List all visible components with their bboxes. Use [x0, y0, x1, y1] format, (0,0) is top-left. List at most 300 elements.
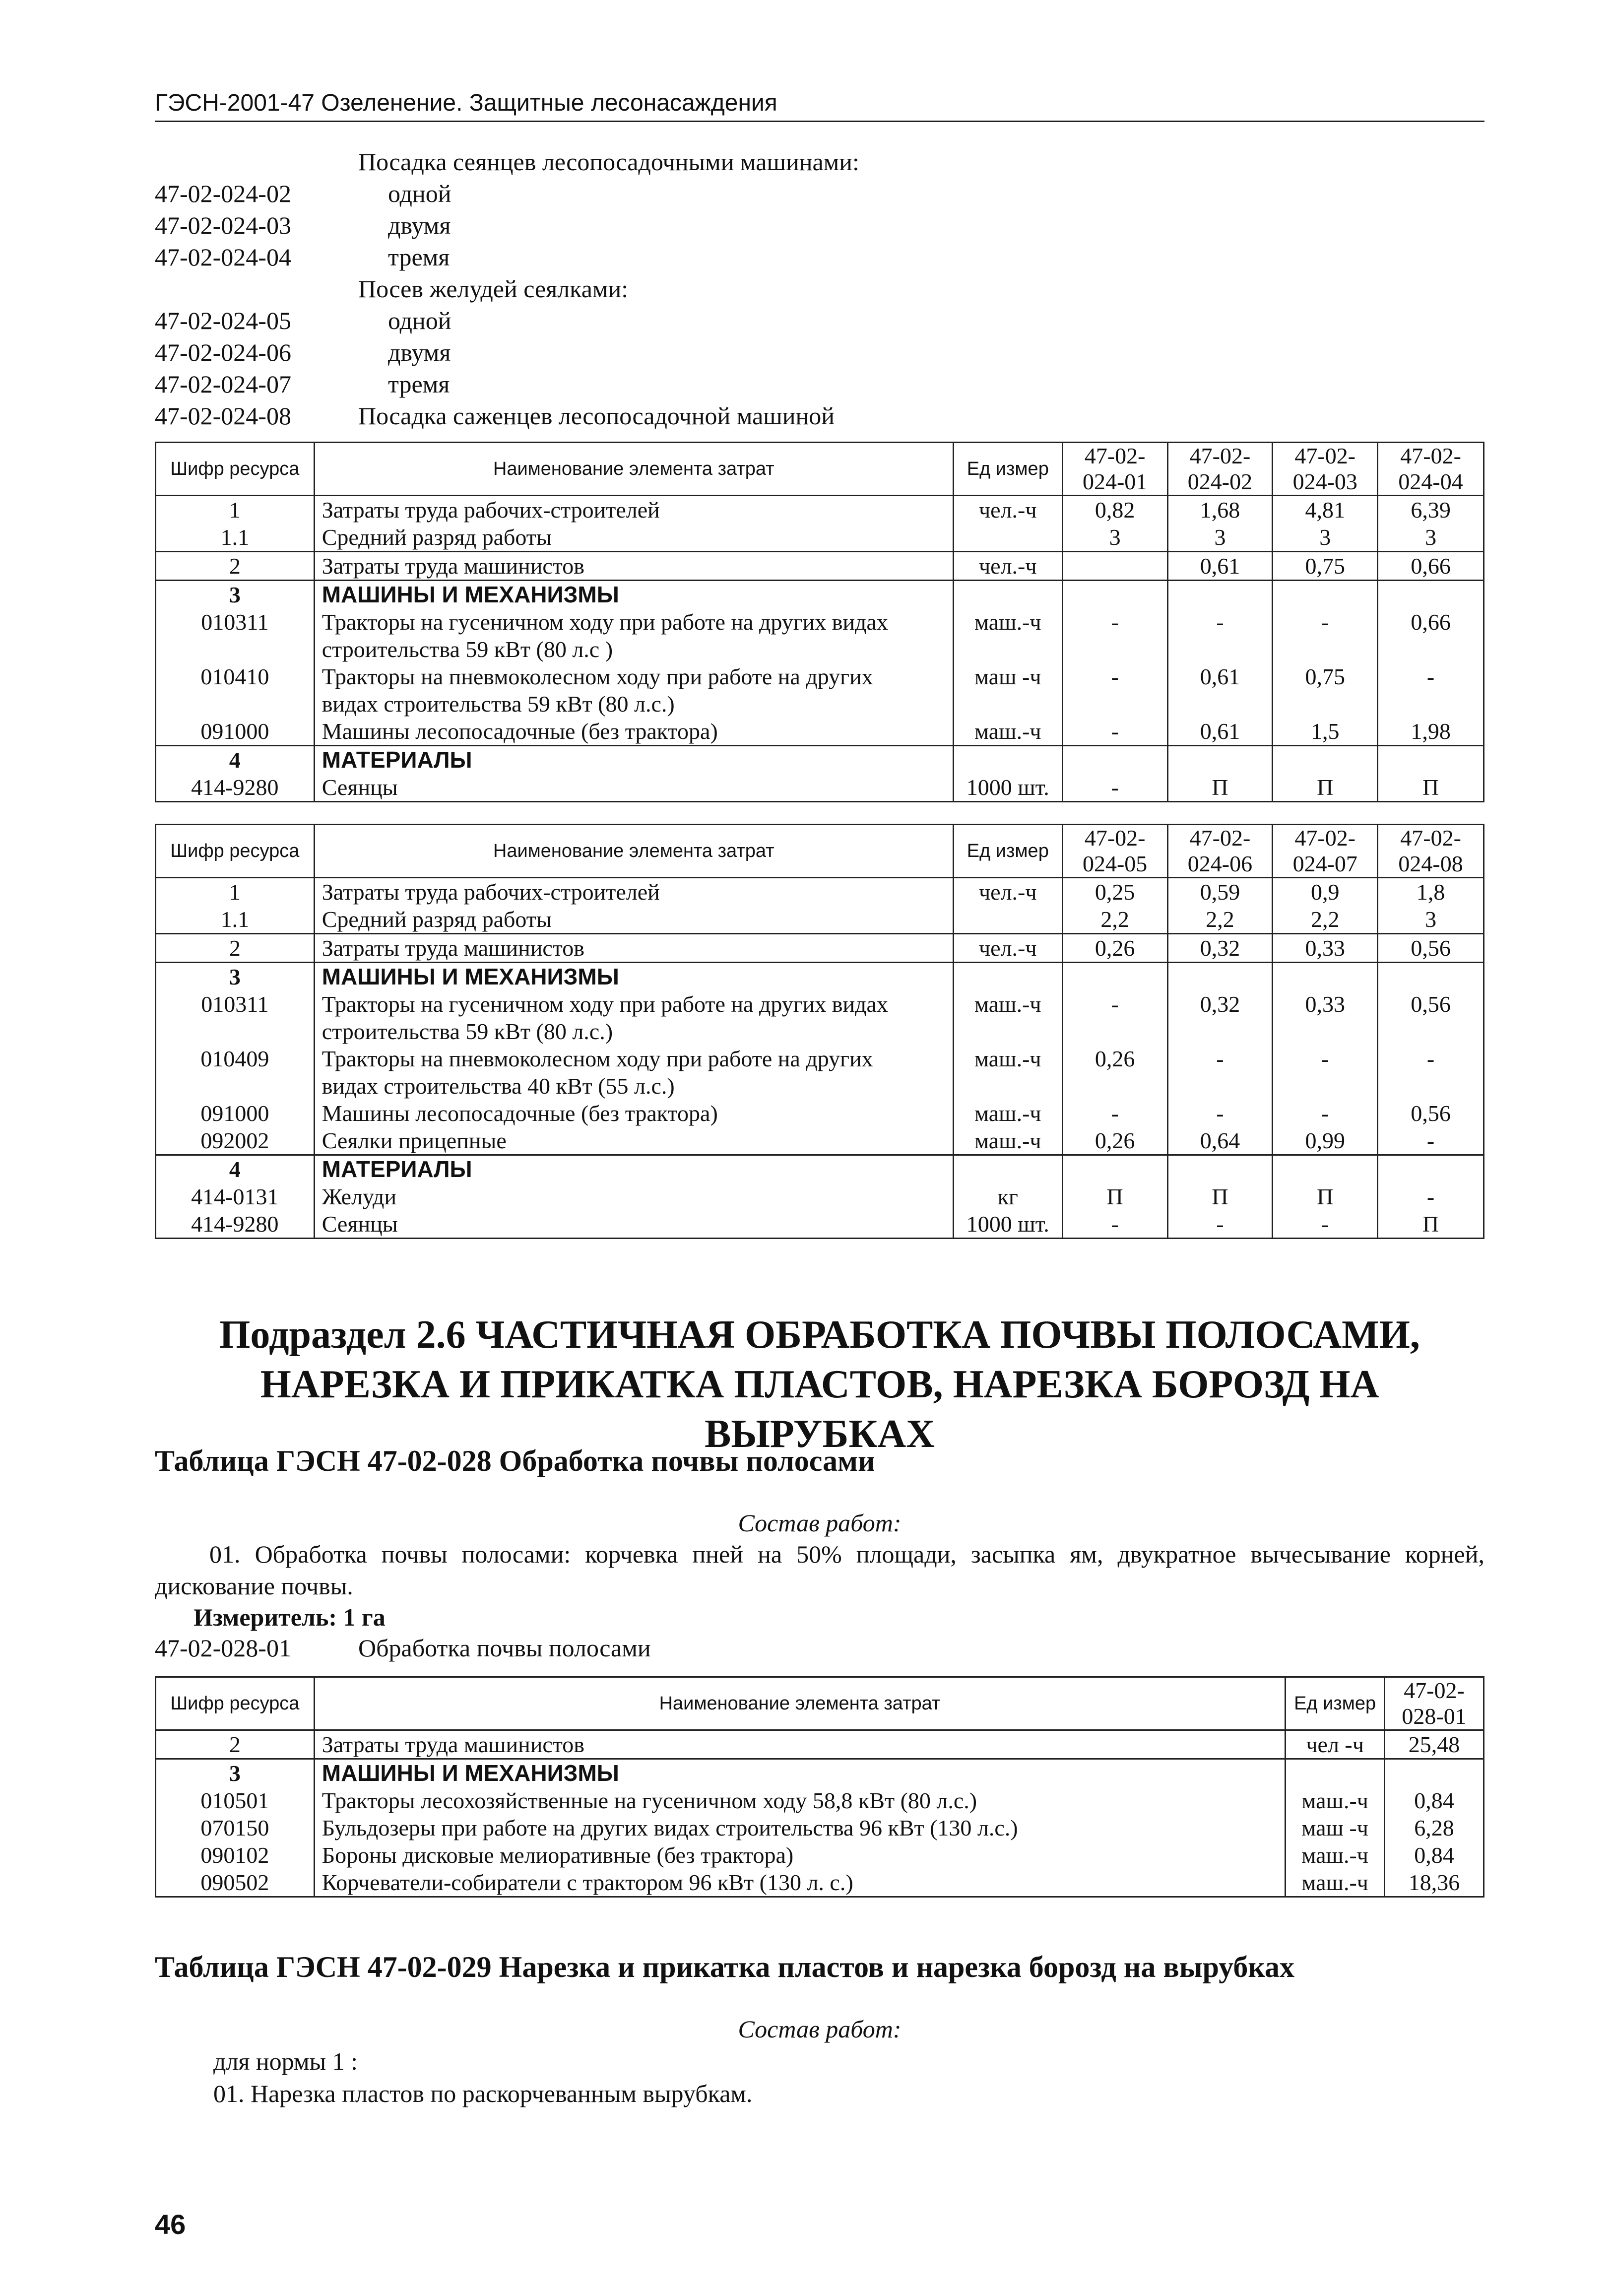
- resource-unit: маш.-ч: [1286, 1841, 1385, 1869]
- table-row: [156, 1210, 1484, 1239]
- norm-value: 0,61: [1167, 718, 1273, 746]
- header-name: Наименование элемента затрат: [314, 1677, 1285, 1730]
- header-code: Шифр ресурса: [156, 443, 315, 496]
- norm-code: 47-02-024-05: [155, 307, 291, 334]
- norm-value: П: [1378, 774, 1484, 802]
- table-028-title: Таблица ГЭСН 47-02-028 Обработка почвы полосами: [155, 1444, 875, 1477]
- norm-value: [1273, 581, 1378, 609]
- resource-name: [314, 1127, 953, 1155]
- resource-code: 4: [156, 1155, 315, 1183]
- norm-value: 1,5: [1273, 718, 1378, 746]
- norm-value: 0,26: [1062, 934, 1167, 963]
- header-norm-line: 47-02-: [1400, 443, 1461, 468]
- resource-unit: маш.-ч: [953, 990, 1062, 1045]
- resource-name: [314, 1841, 1285, 1869]
- resource-name: [314, 934, 953, 963]
- resource-name: [314, 774, 953, 802]
- norm-value: 0,26: [1062, 1127, 1167, 1155]
- resource-unit: маш -ч: [953, 663, 1062, 718]
- resource-name-line: Сеянцы: [322, 775, 398, 800]
- measure-line: Измеритель: 1 га: [193, 1603, 386, 1631]
- resource-code: 091000: [156, 1100, 315, 1127]
- norm-value: 0,56: [1378, 934, 1484, 963]
- header-norm-line: 47-02-: [1189, 443, 1251, 468]
- resource-name-line: Затраты труда машинистов: [322, 1732, 585, 1757]
- header-norm-column: [1062, 825, 1167, 878]
- norm-description: тремя: [388, 370, 450, 398]
- resource-table-024-01-04: [155, 442, 1484, 802]
- code-list-line: [155, 209, 1484, 241]
- norm-value: [1273, 1155, 1378, 1183]
- header-norm-line: 47-02-: [1084, 443, 1146, 468]
- header-name: Наименование элемента затрат: [314, 825, 953, 878]
- norm-value: П: [1167, 1183, 1273, 1210]
- table-row: [156, 663, 1484, 718]
- header-norm-line: 024-05: [1082, 851, 1148, 876]
- resource-name: [314, 1100, 953, 1127]
- resource-name-line: Машины лесопосадочные (без трактора): [322, 719, 718, 744]
- table-row: [156, 1814, 1484, 1841]
- norm-value: 1,98: [1378, 718, 1484, 746]
- running-header: ГЭСН-2001-47 Озеленение. Защитные лесонасаждения: [155, 89, 1484, 122]
- resource-table-024-05-08: [155, 824, 1484, 1239]
- norm-value: 0,61: [1167, 552, 1273, 581]
- table-row: [156, 934, 1484, 963]
- resource-name-line: Затраты труда машинистов: [322, 553, 584, 579]
- resource-code: 3: [156, 963, 315, 991]
- norm-value: 0,59: [1167, 878, 1273, 906]
- code-list-line: [155, 146, 1484, 178]
- subsection-title-line: НАРЕЗКА И ПРИКАТКА ПЛАСТОВ, НАРЕЗКА БОРОЗД НА ВЫРУБКАХ: [260, 1363, 1379, 1456]
- norm-value: 0,84: [1385, 1787, 1484, 1814]
- header-code: Шифр ресурса: [156, 825, 315, 878]
- resource-code: 2: [156, 1730, 315, 1759]
- norm-value: -: [1273, 1045, 1378, 1100]
- code-list-line: [155, 336, 1484, 368]
- norm-value: 0,99: [1273, 1127, 1378, 1155]
- norm-value: [1062, 581, 1167, 609]
- norm-value: 0,75: [1273, 552, 1378, 581]
- norm-value: [1378, 963, 1484, 991]
- norm-value: 4,81: [1273, 496, 1378, 524]
- header-norm-line: 024-01: [1082, 469, 1148, 494]
- header-norm-column: [1167, 443, 1273, 496]
- table-row: [156, 718, 1484, 746]
- table-row: [156, 581, 1484, 609]
- table-row: [156, 608, 1484, 663]
- resource-unit: маш.-ч: [953, 1127, 1062, 1155]
- norm-code-list: [155, 146, 1484, 432]
- norm-value: 0,32: [1167, 990, 1273, 1045]
- norm-value: -: [1062, 608, 1167, 663]
- resource-unit: чел.-ч: [953, 878, 1062, 906]
- resource-name: [314, 1759, 1285, 1787]
- table-row: [156, 524, 1484, 552]
- header-norm-line: 024-03: [1292, 469, 1357, 494]
- norm-value: 18,36: [1385, 1869, 1484, 1897]
- norm-value: 0,32: [1167, 934, 1273, 963]
- norm-value: 0,33: [1273, 934, 1378, 963]
- resource-code: 414-9280: [156, 1210, 315, 1239]
- resource-name: [314, 1045, 953, 1100]
- norm-value: [1167, 963, 1273, 991]
- resource-unit: чел.-ч: [953, 934, 1062, 963]
- header-norm-column: [1385, 1677, 1484, 1730]
- resource-name-line: Затраты труда машинистов: [322, 935, 584, 961]
- norm-description: тремя: [388, 243, 450, 271]
- norm-value: -: [1167, 608, 1273, 663]
- resource-name: [314, 1183, 953, 1210]
- norm-value: -: [1167, 1100, 1273, 1127]
- resource-name-line: Сеянцы: [322, 1211, 398, 1237]
- norm-value: 2,2: [1062, 906, 1167, 934]
- resource-name: [314, 496, 953, 524]
- norm-description: двумя: [388, 338, 451, 366]
- resource-code: 010410: [156, 663, 315, 718]
- header-norm-line: 024-06: [1187, 851, 1253, 876]
- header-norm-column: [1167, 825, 1273, 878]
- resource-name: [314, 1814, 1285, 1841]
- norm-value: 0,66: [1378, 552, 1484, 581]
- norm-value: 0,66: [1378, 608, 1484, 663]
- resource-code: 2: [156, 934, 315, 963]
- norm-value: -: [1167, 1045, 1273, 1100]
- resource-name-line: Затраты труда рабочих-строителей: [322, 497, 660, 523]
- norm-value: [1062, 1155, 1167, 1183]
- header-norm-column: [1273, 443, 1378, 496]
- norm-description: одной: [388, 180, 451, 207]
- norm-value: [1167, 581, 1273, 609]
- header-norm-line: 47-02-: [1084, 825, 1146, 851]
- code-list-line: [155, 305, 1484, 336]
- resource-code: 3: [156, 581, 315, 609]
- norm-value: [1062, 552, 1167, 581]
- norm-value: П: [1273, 1183, 1378, 1210]
- norm-value: -: [1273, 1100, 1378, 1127]
- resource-unit: маш.-ч: [953, 718, 1062, 746]
- header-unit: Ед измер: [953, 443, 1062, 496]
- resource-unit: [953, 746, 1062, 774]
- norm-value: 0,26: [1062, 1045, 1167, 1100]
- header-norm-line: 47-02-: [1189, 825, 1251, 851]
- resource-unit: 1000 шт.: [953, 1210, 1062, 1239]
- norm-value: 1,68: [1167, 496, 1273, 524]
- resource-unit: [953, 963, 1062, 991]
- norm-code: 47-02-024-02: [155, 180, 291, 207]
- table-row: [156, 552, 1484, 581]
- header-norm-column: [1378, 443, 1484, 496]
- norm-value: -: [1273, 1210, 1378, 1239]
- resource-name-line: МАТЕРИАЛЫ: [322, 747, 472, 773]
- norm-description: Обработка почвы полосами: [358, 1634, 651, 1662]
- norm-value: 6,39: [1378, 496, 1484, 524]
- header-norm-line: 024-02: [1187, 469, 1253, 494]
- norm-value: П: [1167, 774, 1273, 802]
- resource-name-line: МАШИНЫ И МЕХАНИЗМЫ: [322, 1760, 619, 1786]
- norm-value: 3: [1167, 524, 1273, 552]
- resource-name: [314, 1155, 953, 1183]
- resource-unit: чел.-ч: [953, 552, 1062, 581]
- header-norm-line: 028-01: [1402, 1704, 1467, 1729]
- table-row: [156, 774, 1484, 802]
- subsection-title-line: Подраздел 2.6 ЧАСТИЧНАЯ ОБРАБОТКА ПОЧВЫ ПОЛОСАМИ,: [219, 1313, 1420, 1357]
- norm-value: -: [1378, 1183, 1484, 1210]
- resource-name: [314, 524, 953, 552]
- resource-name-line: Средний разряд работы: [322, 907, 552, 932]
- norm-code: 47-02-024-04: [155, 243, 291, 271]
- norm-value: -: [1062, 1210, 1167, 1239]
- resource-code: 092002: [156, 1127, 315, 1155]
- table-row: [156, 746, 1484, 774]
- resource-name-line: Средний разряд работы: [322, 525, 552, 550]
- norm-description: одной: [388, 307, 451, 334]
- resource-name-line: строительства 59 кВт (80 л.с.): [322, 1019, 613, 1044]
- resource-unit: [953, 524, 1062, 552]
- norm-value: 0,33: [1273, 990, 1378, 1045]
- norm-value: [1378, 1155, 1484, 1183]
- resource-unit: [953, 1155, 1062, 1183]
- table-row: [156, 906, 1484, 934]
- header-code: Шифр ресурса: [156, 1677, 315, 1730]
- resource-code: 090502: [156, 1869, 315, 1897]
- norm-value: П: [1273, 774, 1378, 802]
- norm-value: -: [1273, 608, 1378, 663]
- resource-unit: маш.-ч: [953, 1100, 1062, 1127]
- resource-unit: 1000 шт.: [953, 774, 1062, 802]
- header-norm-line: 47-02-: [1294, 443, 1356, 468]
- resource-name-line: Бульдозеры при работе на других видах строительства 96 кВт (130 л.с.): [322, 1815, 1018, 1840]
- header-unit: Ед измер: [953, 825, 1062, 878]
- header-norm-line: 47-02-: [1404, 1678, 1465, 1703]
- table-row: [156, 1759, 1484, 1787]
- resource-name: [314, 1787, 1285, 1814]
- table-row: [156, 963, 1484, 991]
- resource-name-line: Тракторы лесохозяйственные на гусеничном ходу 58,8 кВт (80 л.с.): [322, 1788, 977, 1813]
- resource-name: [314, 963, 953, 991]
- work-composition-label: Состав работ:: [738, 1509, 902, 1537]
- header-norm-line: 47-02-: [1294, 825, 1356, 851]
- norm-value: -: [1062, 990, 1167, 1045]
- header-norm-column: [1273, 825, 1378, 878]
- norm-value: -: [1378, 1045, 1484, 1100]
- norm-note: для нормы 1 :: [213, 2047, 358, 2075]
- norm-value: 6,28: [1385, 1814, 1484, 1841]
- table-row: [156, 1155, 1484, 1183]
- work-composition-label: Состав работ:: [738, 2015, 902, 2043]
- resource-name: [314, 746, 953, 774]
- resource-unit: маш.-ч: [1286, 1787, 1385, 1814]
- resource-name: [314, 878, 953, 906]
- table-row: [156, 1841, 1484, 1869]
- norm-code: 47-02-028-01: [155, 1634, 291, 1662]
- resource-name: [314, 718, 953, 746]
- header-norm-line: 47-02-: [1400, 825, 1461, 851]
- header-name: Наименование элемента затрат: [314, 443, 953, 496]
- norm-value: [1167, 1155, 1273, 1183]
- resource-name-line: видах строительства 59 кВт (80 л.с.): [322, 691, 675, 717]
- norm-value: 3: [1062, 524, 1167, 552]
- header-norm-line: 024-07: [1292, 851, 1357, 876]
- norm-value: [1273, 963, 1378, 991]
- resource-code: 3: [156, 1759, 315, 1787]
- resource-code: 414-0131: [156, 1183, 315, 1210]
- resource-name-line: Затраты труда рабочих-строителей: [322, 879, 660, 905]
- header-norm-column: [1378, 825, 1484, 878]
- norm-description: Посев желудей сеялками:: [358, 275, 629, 303]
- norm-value: -: [1167, 1210, 1273, 1239]
- code-list-line: [155, 368, 1484, 400]
- norm-value: 3: [1378, 524, 1484, 552]
- norm-value: [1273, 746, 1378, 774]
- norm-value: 0,61: [1167, 663, 1273, 718]
- resource-code: 010501: [156, 1787, 315, 1814]
- table-row: [156, 1127, 1484, 1155]
- table-row: [156, 990, 1484, 1045]
- norm-value: 0,84: [1385, 1841, 1484, 1869]
- table-row: [156, 1183, 1484, 1210]
- resource-unit: маш.-ч: [1286, 1869, 1385, 1897]
- resource-code: 070150: [156, 1814, 315, 1841]
- work-composition-text: 01. Нарезка пластов по раскорчеванным вырубкам.: [213, 2080, 753, 2107]
- resource-code: 010409: [156, 1045, 315, 1100]
- resource-name-line: МАТЕРИАЛЫ: [322, 1156, 472, 1182]
- norm-description: Посадка саженцев лесопосадочной машиной: [358, 402, 835, 430]
- table-header-row: [156, 825, 1484, 878]
- norm-value: -: [1062, 718, 1167, 746]
- norm-value: 2,2: [1167, 906, 1273, 934]
- resource-unit: маш -ч: [1286, 1814, 1385, 1841]
- code-list-line: [155, 400, 1484, 432]
- table-029-title: Таблица ГЭСН 47-02-029 Нарезка и прикатка пластов и нарезка борозд на вырубках: [155, 1951, 1295, 1983]
- norm-value: [1167, 746, 1273, 774]
- resource-name-line: МАШИНЫ И МЕХАНИЗМЫ: [322, 582, 619, 607]
- resource-name: [314, 663, 953, 718]
- norm-value: 2,2: [1273, 906, 1378, 934]
- norm-value: [1378, 746, 1484, 774]
- resource-name-line: видах строительства 40 кВт (55 л.с.): [322, 1073, 675, 1099]
- resource-name-line: Корчеватели-собиратели с трактором 96 кВт (130 л. с.): [322, 1870, 853, 1895]
- resource-unit: маш.-ч: [953, 1045, 1062, 1100]
- resource-unit: маш.-ч: [953, 608, 1062, 663]
- table-row: [156, 1787, 1484, 1814]
- header-norm-line: 024-04: [1398, 469, 1463, 494]
- norm-description: Посадка сеянцев лесопосадочными машинами:: [358, 148, 859, 176]
- resource-name: [314, 1730, 1285, 1759]
- resource-code: 091000: [156, 718, 315, 746]
- resource-unit: чел.-ч: [953, 496, 1062, 524]
- code-list-line: [155, 273, 1484, 305]
- resource-table-028: [155, 1676, 1484, 1898]
- norm-value: 3: [1273, 524, 1378, 552]
- resource-unit: кг: [953, 1183, 1062, 1210]
- header-norm-line: 024-08: [1398, 851, 1463, 876]
- norm-value: 25,48: [1385, 1730, 1484, 1759]
- resource-code: 2: [156, 552, 315, 581]
- table-row: [156, 1045, 1484, 1100]
- subsection-title: [155, 1310, 1484, 1459]
- table-row: [156, 1730, 1484, 1759]
- norm-code: 47-02-024-03: [155, 211, 291, 239]
- resource-name-line: Тракторы на пневмоколесном ходу при работе на других: [322, 664, 873, 689]
- resource-name: [314, 552, 953, 581]
- resource-name: [314, 990, 953, 1045]
- resource-name: [314, 1210, 953, 1239]
- norm-value: [1062, 746, 1167, 774]
- norm-code: 47-02-024-08: [155, 402, 291, 430]
- resource-unit: [953, 906, 1062, 934]
- resource-unit: [1286, 1759, 1385, 1787]
- resource-name-line: строительства 59 кВт (80 л.с ): [322, 637, 613, 662]
- norm-value: 0,56: [1378, 1100, 1484, 1127]
- resource-code: 1: [156, 878, 315, 906]
- resource-name-line: Желуди: [322, 1184, 397, 1209]
- norm-value: -: [1062, 663, 1167, 718]
- resource-name: [314, 608, 953, 663]
- table-row: [156, 878, 1484, 906]
- resource-code: 010311: [156, 990, 315, 1045]
- norm-value: -: [1062, 1100, 1167, 1127]
- resource-code: 1: [156, 496, 315, 524]
- norm-value: 1,8: [1378, 878, 1484, 906]
- table-header-row: [156, 1677, 1484, 1730]
- table-row: [156, 496, 1484, 524]
- resource-name: [314, 906, 953, 934]
- header-unit: Ед измер: [1286, 1677, 1385, 1730]
- resource-name-line: МАШИНЫ И МЕХАНИЗМЫ: [322, 964, 619, 989]
- resource-code: 414-9280: [156, 774, 315, 802]
- norm-value: -: [1062, 774, 1167, 802]
- norm-value: П: [1062, 1183, 1167, 1210]
- resource-name-line: Тракторы на гусеничном ходу при работе на других видах: [322, 609, 888, 635]
- table-row: [156, 1100, 1484, 1127]
- resource-code: 010311: [156, 608, 315, 663]
- norm-value: [1385, 1759, 1484, 1787]
- resource-name-line: Бороны дисковые мелиоративные (без трактора): [322, 1842, 794, 1868]
- norm-value: 0,56: [1378, 990, 1484, 1045]
- resource-name-line: Сеялки прицепные: [322, 1128, 507, 1153]
- resource-name-line: Тракторы на пневмоколесном ходу при работе на других: [322, 1046, 873, 1071]
- work-composition-text: 01. Обработка почвы полосами: корчевка пней на 50% площади, засыпка ям, двукратное вычесывание корней, дискование почвы.: [155, 1540, 1484, 1600]
- norm-value: 0,25: [1062, 878, 1167, 906]
- norm-code: 47-02-024-06: [155, 338, 291, 366]
- code-list-line: [155, 241, 1484, 273]
- resource-unit: [953, 581, 1062, 609]
- table-row: [156, 1869, 1484, 1897]
- page-number: 46: [155, 2209, 186, 2240]
- norm-value: 0,75: [1273, 663, 1378, 718]
- resource-code: 1.1: [156, 906, 315, 934]
- norm-value: -: [1378, 663, 1484, 718]
- resource-code: 4: [156, 746, 315, 774]
- norm-code: 47-02-024-07: [155, 370, 291, 398]
- header-norm-column: [1062, 443, 1167, 496]
- code-list-line: [155, 178, 1484, 209]
- norm-value: [1062, 963, 1167, 991]
- resource-name-line: Тракторы на гусеничном ходу при работе на других видах: [322, 991, 888, 1017]
- norm-value: [1378, 581, 1484, 609]
- resource-code: 1.1: [156, 524, 315, 552]
- norm-value: 0,64: [1167, 1127, 1273, 1155]
- norm-value: П: [1378, 1210, 1484, 1239]
- resource-code: 090102: [156, 1841, 315, 1869]
- table-header-row: [156, 443, 1484, 496]
- norm-value: 0,9: [1273, 878, 1378, 906]
- resource-name: [314, 581, 953, 609]
- norm-description: двумя: [388, 211, 451, 239]
- resource-name: [314, 1869, 1285, 1897]
- norm-value: -: [1378, 1127, 1484, 1155]
- norm-value: 0,82: [1062, 496, 1167, 524]
